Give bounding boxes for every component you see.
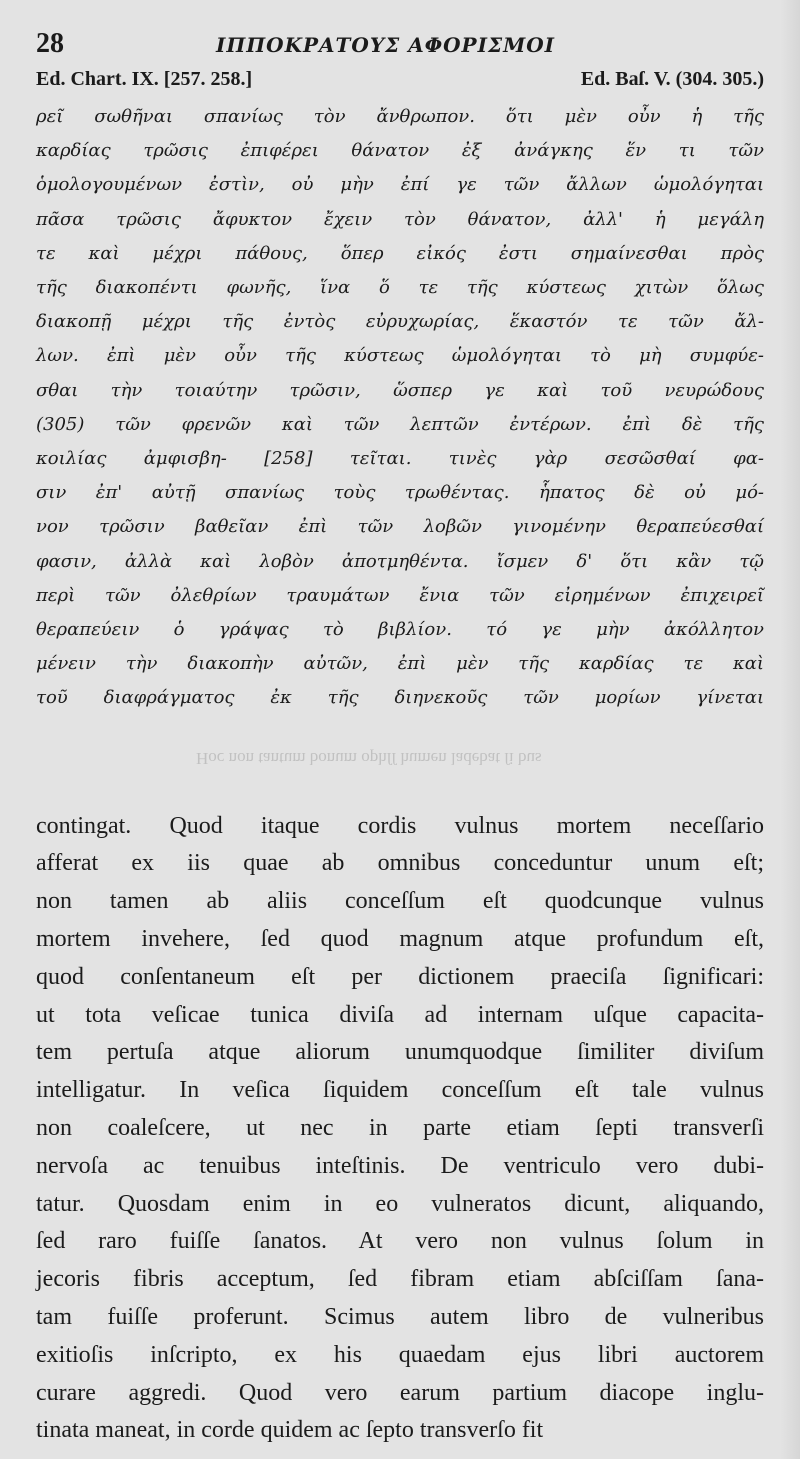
greek-line: ρεῖ σωθῆναι σπανίως τὸν ἄνθρωπον. ὅτι μὲν οὖν ἡ τῆς	[36, 106, 764, 127]
latin-line: intelligatur. In veſica ſiquidem conceſſum eſt tale vulnus	[36, 1077, 764, 1104]
edition-left: Ed. Chart. IX. [257. 258.]	[36, 68, 253, 90]
latin-line: tatur. Quosdam enim in eo vulneratos dicunt, aliquando,	[36, 1190, 764, 1217]
greek-line: κοιλίας ἀμφισβη- [258] τεῖται. τινὲς γὰρ σεσῶσθαί φα-	[36, 448, 764, 470]
latin-line: tam fuiſſe proferunt. Scimus autem libro de vulneribus	[36, 1304, 764, 1331]
page-header	[36, 28, 764, 68]
latin-line: non coaleſcere, ut nec in parte etiam ſepti transverſi	[36, 1115, 764, 1142]
greek-line: ὁμολογουμένων ἐστὶν, οὐ μὴν ἐπί γε τῶν ἄλλων ὡμολόγηται	[36, 174, 764, 196]
latin-line: ut tota veſicae tunica diviſa ad internam uſque capacita-	[36, 1001, 764, 1028]
page-number: 28	[36, 28, 64, 59]
latin-line: exitioſis inſcripto, ex his quaedam ejus libri auctorem	[36, 1341, 764, 1368]
greek-line: καρδίας τρῶσις ἐπιφέρει θάνατον ἐξ ἀνάγκης ἕν τι τῶν	[36, 140, 764, 162]
greek-line: σθαι τὴν τοιαύτην τρῶσιν, ὥσπερ γε καὶ τοῦ νευρώδους	[36, 379, 764, 401]
greek-line: διακοπῇ μέχρι τῆς ἐντὸς εὐρυχωρίας, ἕκαστόν τε τῶν ἄλ-	[36, 311, 764, 333]
greek-line: τῆς διακοπέντι φωνῆς, ἵνα ὅ τε τῆς κύστεως χιτὼν ὅλως	[36, 277, 764, 299]
latin-line: jecoris fibris acceptum, ſed fibram etiam abſciſſam ſana-	[36, 1266, 764, 1293]
latin-line: ſed raro fuiſſe ſanatos. At vero non vulnus ſolum in	[36, 1228, 764, 1255]
greek-line: περὶ τῶν ὀλεθρίων τραυμάτων ἔνια τῶν εἰρημένων ἐπιχειρεῖ	[36, 584, 764, 606]
latin-line: non tamen ab aliis conceſſum eſt quodcunque vulnus	[36, 888, 764, 915]
running-title: ΙΠΠΟΚΡΑΤΟΥΣ ΑΦΟΡΙΣΜΟΙ	[216, 33, 556, 57]
greek-line: σιν ἐπ' αὐτῇ σπανίως τοὺς τρωθέντας. ἧπατος δὲ οὐ μό-	[36, 482, 764, 504]
greek-text-block	[36, 100, 764, 716]
latin-line: tem pertuſa atque aliorum unumquodque ſimiliter diviſum	[36, 1039, 764, 1066]
greek-line: (305) τῶν φρενῶν καὶ τῶν λεπτῶν ἐντέρων. ἐπὶ δὲ τῆς	[36, 413, 764, 435]
latin-line: tinata maneat, in corde quidem ac ſepto transverſo fit	[36, 1417, 544, 1444]
greek-line: φασιν, ἀλλὰ καὶ λοβὸν ἀποτμηθέντα. ἴσμεν δ' ὅτι κἂν τῷ	[36, 550, 764, 572]
greek-line: τοῦ διαφράγματος ἐκ τῆς διηνεκοῦς τῶν μορίων γίνεται	[36, 687, 764, 709]
greek-line: θεραπεύειν ὁ γράψας τὸ βιβλίον. τό γε μὴν ἀκόλλητον	[36, 619, 764, 641]
latin-line: contingat. Quod itaque cordis vulnus mortem neceſſario	[36, 812, 764, 839]
edition-right: Ed. Baſ. V. (304. 305.)	[580, 68, 764, 90]
latin-line: quod conſentaneum eſt per dictionem praeciſa ſignificari:	[36, 963, 764, 990]
latin-line: curare aggredi. Quod vero earum partium diacope inglu-	[36, 1379, 764, 1406]
latin-text-block	[36, 808, 764, 1451]
edition-reference	[36, 68, 764, 98]
greek-line: λων. ἐπὶ μὲν οὖν τῆς κύστεως ὡμολόγηται τὸ μὴ συμφύε-	[36, 345, 764, 367]
latin-line: afferat ex iis quae ab omnibus conceduntur unum eſt;	[36, 850, 764, 877]
bleed-through-text: Hoc non tantum bonum ophſſ humen ladebat ſi bus	[196, 748, 542, 768]
greek-line: νον τρῶσιν βαθεῖαν ἐπὶ τῶν λοβῶν γινομένην θεραπεύεσθαί	[36, 516, 764, 538]
greek-line: τε καὶ μέχρι πάθους, ὅπερ εἰκός ἐστι σημαίνεσθαι πρὸς	[36, 242, 764, 264]
greek-line: μένειν τὴν διακοπὴν αὐτῶν, ἐπὶ μὲν τῆς καρδίας τε καὶ	[36, 653, 764, 675]
latin-line: mortem invehere, ſed quod magnum atque profundum eſt,	[36, 926, 764, 953]
latin-line: nervoſa ac tenuibus inteſtinis. De ventriculo vero dubi-	[36, 1152, 764, 1179]
bleed-through-area	[36, 716, 764, 808]
greek-line: πᾶσα τρῶσις ἄφυκτον ἔχειν τὸν θάνατον, ἀλλ' ἡ μεγάλη	[36, 208, 764, 230]
